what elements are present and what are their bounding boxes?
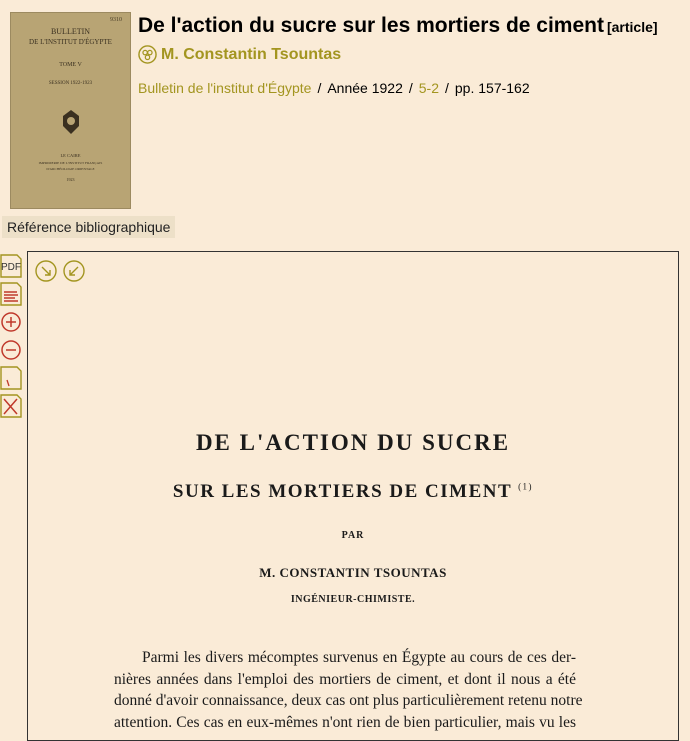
cover-line2: DE L'INSTITUT D'ÉGYPTE bbox=[29, 38, 112, 46]
scan-body-text bbox=[114, 647, 583, 733]
journal-link[interactable]: Bulletin de l'institut d'Égypte bbox=[138, 80, 312, 96]
book-cover-thumbnail[interactable] bbox=[10, 12, 131, 209]
cover-session: SESSION 1922-1923 bbox=[48, 81, 93, 86]
cover-city: LE CAIRE bbox=[60, 153, 81, 158]
issue-link[interactable]: 5-2 bbox=[418, 80, 439, 96]
fit-page-icon[interactable] bbox=[0, 366, 22, 390]
cover-tome: TOME V bbox=[59, 62, 82, 68]
scan-par: PAR bbox=[341, 530, 365, 541]
table-of-contents-icon[interactable] bbox=[0, 282, 22, 306]
bibliographic-reference-button[interactable]: Référence bibliographique bbox=[2, 216, 175, 238]
rotate-right-icon[interactable] bbox=[63, 260, 85, 282]
svg-text:PDF: PDF bbox=[1, 262, 21, 273]
zoom-in-icon[interactable] bbox=[0, 310, 22, 334]
article-type-tag: [article] bbox=[606, 19, 658, 35]
scan-role: INGÉNIEUR-CHIMISTE. bbox=[290, 594, 416, 605]
year-text: Année 1922 bbox=[327, 80, 403, 96]
scan-line: Parmi les divers mécomptes survenus en Égypte au cours de ces der- bbox=[142, 649, 576, 666]
publication-meta: Bulletin de l'institut d'Égypte / Année 1922 / 5-2 / pp. 157-162 bbox=[138, 80, 530, 96]
close-viewer-icon[interactable] bbox=[0, 394, 22, 418]
article-title-text: De l'action du sucre sur les mortiers de ciment bbox=[138, 14, 604, 37]
cover-line1: BULLETIN bbox=[50, 27, 91, 36]
scan-author: M. CONSTANTIN TSOUNTAS bbox=[259, 565, 447, 580]
author-name: M. Constantin Tsountas bbox=[161, 45, 342, 63]
pages-text: pp. 157-162 bbox=[454, 80, 530, 96]
scan-line: donné d'avoir connaissance, deux cas ont plus particulièrement retenu notre bbox=[114, 692, 583, 709]
persons-icon bbox=[138, 45, 157, 64]
scan-line: attention. Ces cas en eux-mêmes n'ont rien de bien particulier, mais vu les bbox=[114, 713, 576, 731]
pdf-download-icon[interactable] bbox=[0, 254, 22, 278]
cover-press2: D'ARCHÉOLOGIE ORIENTALE bbox=[46, 167, 95, 171]
zoom-out-icon[interactable] bbox=[0, 338, 22, 362]
article-title bbox=[138, 14, 658, 38]
scan-line: nières années dans l'emploi des mortiers de ciment, et dont il nous a été bbox=[114, 670, 576, 688]
cover-year: 1923 bbox=[66, 177, 75, 182]
cover-number: 9310 bbox=[110, 17, 122, 23]
cover-emblem-icon bbox=[59, 108, 83, 136]
author-link[interactable] bbox=[138, 45, 341, 64]
scan-title-line2: SUR LES MORTIERS DE CIMENT $^{(1)}$ bbox=[172, 481, 534, 502]
rotate-left-icon[interactable] bbox=[35, 260, 57, 282]
viewer-toolbar bbox=[0, 254, 24, 422]
cover-press1: IMPRIMERIE DE L'INSTITUT FRANÇAIS bbox=[38, 161, 103, 165]
scan-title-line1: DE L'ACTION DU SUCRE bbox=[195, 430, 511, 455]
page-viewer[interactable] bbox=[27, 251, 679, 741]
